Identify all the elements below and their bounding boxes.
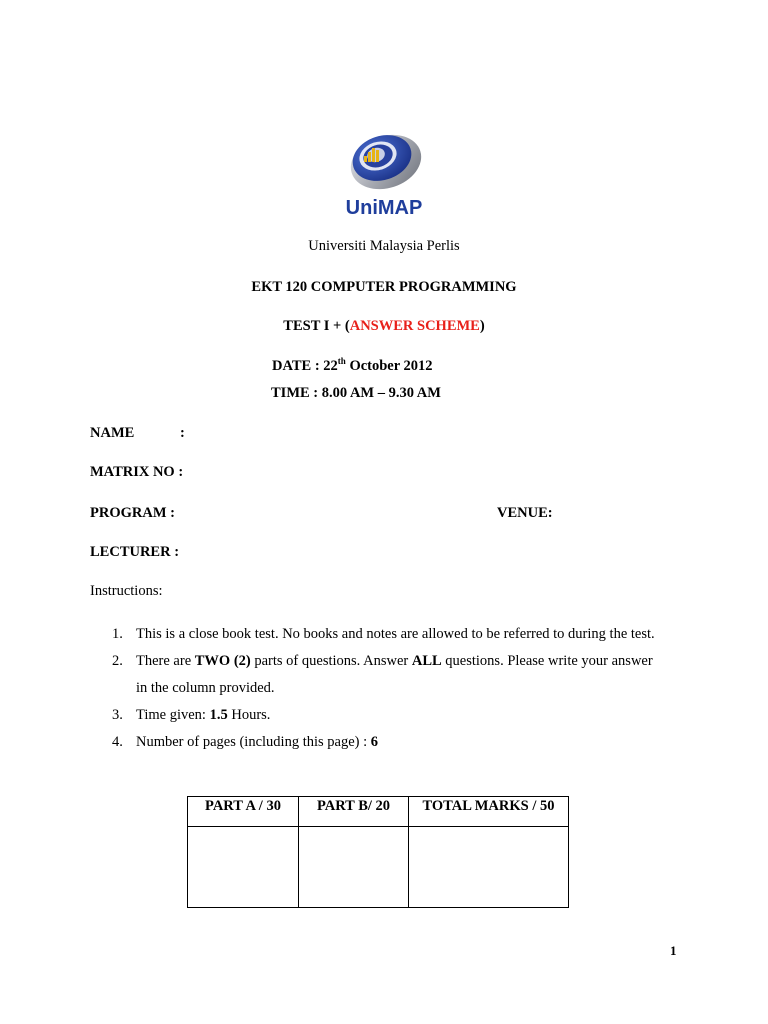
instruction-item (90, 702, 690, 729)
name-field (90, 425, 185, 442)
page-number: 1 (670, 943, 677, 958)
marks-header-row (188, 797, 569, 827)
instruction-text: This is a close book test. No books and notes are allowed to be referred to during the test. (136, 626, 655, 642)
test-date (272, 358, 433, 375)
part-a-header: PART A / 30 (188, 797, 299, 827)
instruction-item (90, 729, 690, 756)
logo-wordmark: UniMAP (345, 197, 423, 219)
test-title (0, 318, 768, 335)
lecturer-field: LECTURER : (90, 544, 180, 560)
marks-table (187, 796, 569, 908)
instruction-text-continued: in the column provided. (136, 680, 275, 696)
test-time: TIME : 8.00 AM – 9.30 AM (271, 385, 441, 401)
instructions-list (90, 621, 690, 756)
instruction-text: Time given: (136, 707, 210, 723)
instruction-number: 4. (112, 734, 123, 750)
instructions-heading: Instructions: (90, 583, 163, 599)
instruction-text: Number of pages (including this page) : (136, 734, 371, 750)
unimap-logo (344, 128, 424, 220)
part-b-header: PART B/ 20 (299, 797, 409, 827)
instruction-text: parts of questions. Answer (250, 653, 412, 669)
marks-value-row (188, 827, 569, 908)
university-name: Universiti Malaysia Perlis (308, 238, 460, 254)
program-field: PROGRAM : (90, 505, 175, 521)
total-marks-header: TOTAL MARKS / 50 (409, 797, 569, 827)
unimap-logo-emblem (344, 128, 424, 220)
date-prefix: DATE : 22 (272, 358, 338, 374)
instruction-bold: 1.5 (209, 707, 228, 723)
instruction-bold: 6 (370, 734, 379, 750)
course-title: EKT 120 COMPUTER PROGRAMMING (251, 279, 517, 295)
date-suffix: October 2012 (345, 358, 433, 374)
instruction-bold: ALL (411, 653, 442, 669)
instruction-number: 2. (112, 653, 123, 669)
part-b-marks-cell[interactable] (299, 827, 409, 908)
instruction-bold: TWO (2) (194, 653, 251, 669)
instruction-item (90, 648, 690, 702)
part-a-marks-cell[interactable] (188, 827, 299, 908)
instruction-text: Hours. (227, 707, 271, 723)
matrix-no-field: MATRIX NO : (90, 464, 184, 480)
answer-scheme-label: ANSWER SCHEME (349, 318, 480, 334)
instruction-number: 3. (112, 707, 123, 723)
instruction-text: questions. Please write your answer (441, 653, 653, 669)
date-superscript: th (337, 356, 346, 367)
instruction-text: There are (136, 653, 195, 669)
test-prefix: TEST I + ( (283, 318, 350, 334)
test-suffix: ) (479, 318, 485, 334)
name-colon: : (180, 425, 185, 441)
total-marks-cell[interactable] (409, 827, 569, 908)
venue-field: VENUE: (497, 505, 553, 521)
instruction-item (90, 621, 690, 648)
instruction-number: 1. (112, 626, 123, 642)
name-label: NAME (90, 425, 135, 441)
